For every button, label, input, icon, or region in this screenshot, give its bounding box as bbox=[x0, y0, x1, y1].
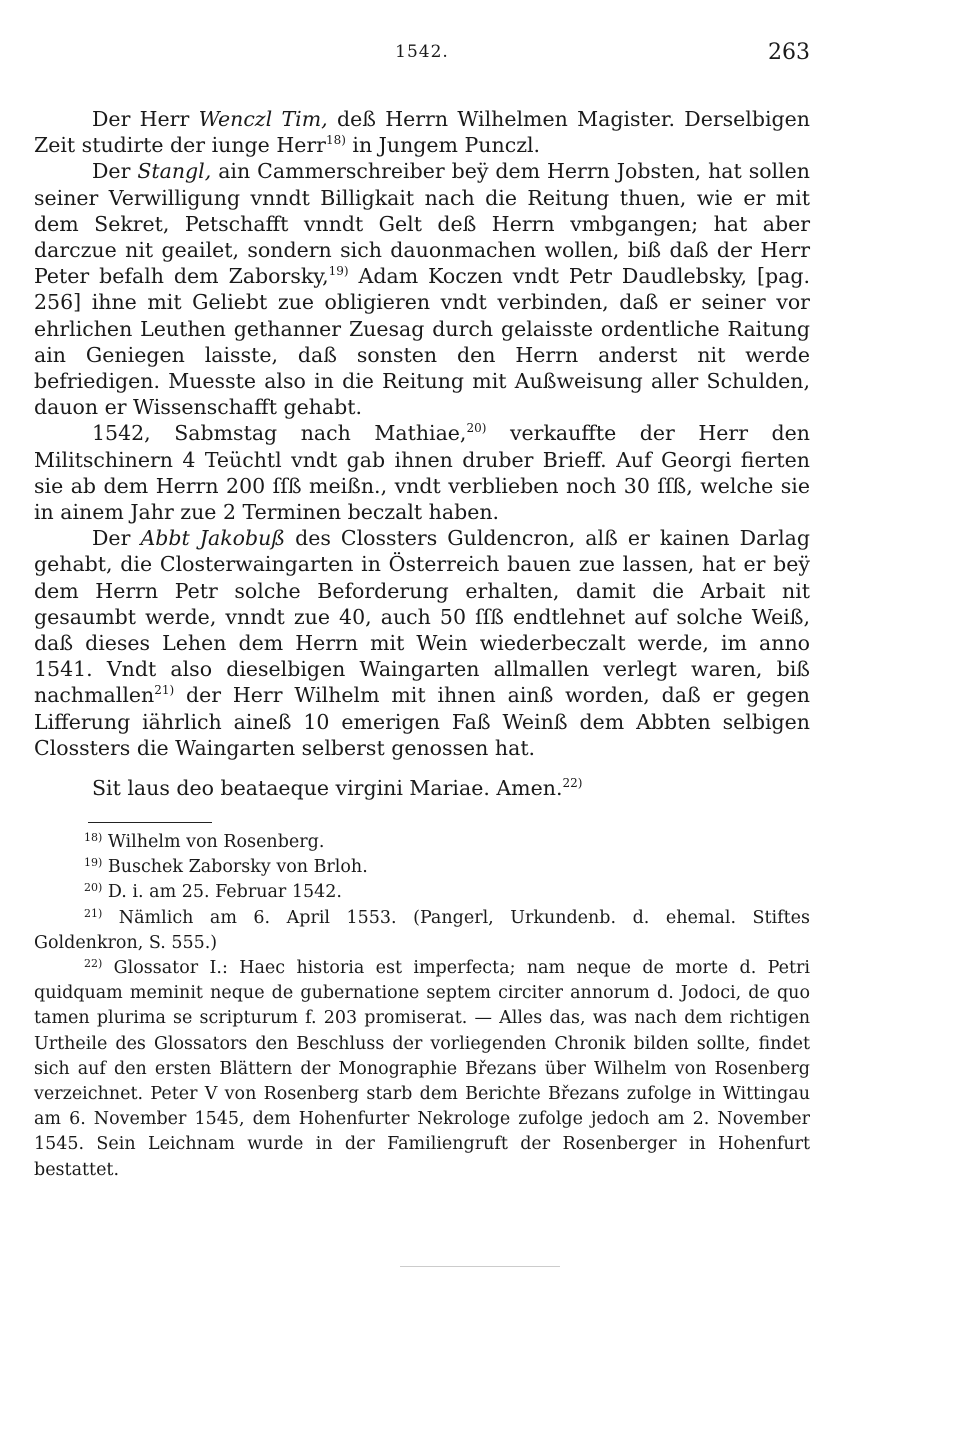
closing-line bbox=[34, 775, 810, 801]
main-text bbox=[34, 106, 810, 801]
paragraph-stangl bbox=[34, 158, 810, 420]
text: deß Herrn Wilhelmen Magister. Derselbigen Zeit studirte der iunge Herr bbox=[34, 107, 810, 158]
text: Der Herr bbox=[92, 107, 199, 131]
person-name: Abbt Jakobuß bbox=[140, 526, 286, 551]
running-header bbox=[34, 42, 810, 72]
person-name: Wenczl Tim, bbox=[198, 107, 328, 131]
footnote-text: Nämlich am 6. April 1553. (Pangerl, Urkundenb. d. ehemal. Stiftes Goldenkron, S. 555.) bbox=[34, 907, 810, 953]
text: Sit laus deo beataeque virgini Mariae. Amen. bbox=[92, 776, 563, 801]
person-name: Stangl, bbox=[137, 159, 212, 184]
footnote-ref-21: 21) bbox=[154, 683, 175, 698]
footnote-ref-20: 20) bbox=[466, 421, 487, 436]
footnote-text: Glossator I.: Haec historia est imperfecta; nam neque de morte d. Petri quidquam meminit neque de gubernatione septem circiter annorum d. Jodoci, de quo tamen plurima se scripturum f. 203 promiserat. — Alles das, was nach dem richtigen Urtheile des Glossators den Beschluss der vorliegenden Chronik bilden sollte, findet sich auf den ersten Blättern der Monographie Březans über Wilhelm von Rosenberg verzeichnet. Peter V von Rosenberg starb dem Berichte Březans zufolge in Wittingau am 6. November 1545, dem Hohenfurter Nekrologe zufolge jedoch am 2. November 1545. Sein Leichnam wurde in der Familiengruft der Rosenberger in Hohenfurt bestattet. bbox=[34, 958, 810, 1180]
footnote-mark: 20) bbox=[84, 881, 103, 895]
footnote-20 bbox=[34, 880, 810, 905]
footnote-21 bbox=[34, 906, 810, 956]
footnote-mark: 22) bbox=[84, 957, 103, 971]
footnote-19 bbox=[34, 855, 810, 880]
paragraph-wenczl-tim bbox=[34, 106, 810, 158]
footnote-18 bbox=[34, 830, 810, 855]
bottom-line bbox=[400, 1266, 560, 1267]
footnote-ref-19: 19) bbox=[328, 264, 349, 279]
footnote-ref-22: 22) bbox=[562, 776, 583, 791]
text: Der bbox=[92, 159, 138, 184]
paragraph-1542 bbox=[34, 420, 810, 525]
footnote-ref-18: 18) bbox=[325, 133, 346, 148]
text: in Jungem Punczl. bbox=[345, 133, 541, 158]
footnote-text: Wilhelm von Rosenberg. bbox=[107, 832, 325, 852]
page-number: 263 bbox=[768, 40, 810, 65]
paragraph-abbt-jakobuss bbox=[34, 525, 810, 761]
footnote-22 bbox=[34, 956, 810, 1183]
text: 1542, Sabmstag nach Mathiae, bbox=[92, 421, 467, 446]
footnotes bbox=[34, 830, 810, 1183]
header-year: 1542. bbox=[395, 42, 449, 62]
text: verkauffte der Herr den Militschinern 4 Teüchtl vndt gab ihnen druber Brieff. Auf Georgi fierten sie ab dem Herrn 200 ſſß meißn., vndt verblieben noch 30 ſſß, welche sie in ainem Jahr zue 2 Terminen beczalt haben. bbox=[34, 421, 811, 525]
text: der Herr Wilhelm mit ihnen ainß worden, daß er gegen Lifferung iährlich aineß 10 emerigen Faß Weinß dem Abbten selbigen Clossters die Waingarten selberst genossen hat. bbox=[34, 683, 810, 760]
text: ain Cammerschreiber beÿ dem Herrn Jobsten, hat sollen seiner Verwilligung vnndt Billigkait nach die Reitung thuen, wie er mit dem Sekret, Petschafft vnndt Gelt deß Herrn vmbgangen; hat aber darczue nit geailet, sondern sich dauonmachen wollen, biß daß der Herr Peter befalh dem Zaborsky, bbox=[34, 159, 811, 289]
footnote-text: Buschek Zaborsky von Brloh. bbox=[107, 857, 368, 878]
text: Der bbox=[92, 526, 141, 551]
footnote-divider bbox=[88, 822, 212, 823]
footnote-mark: 21) bbox=[84, 906, 103, 920]
footnote-text: D. i. am 25. Februar 1542. bbox=[107, 882, 342, 903]
footnote-mark: 18) bbox=[84, 831, 103, 844]
text: Adam Koczen vndt Petr Daudlebsky, [pag. 256] ihne mit Geliebt zue obligieren vndt verbinden, daß er seiner vor ehrlichen Leuthen gethanner Zuesag durch gelaisste ordentliche Raitung ain Geniegen laisste, daß sonsten den Herrn anderst nit werde befriedigen. Muesste also in die Reitung mit Außweisung aller Schulden, dauon er Wissenschafft gehabt. bbox=[34, 264, 810, 420]
footnote-mark: 19) bbox=[84, 856, 103, 870]
text: des Clossters Guldencron, alß er kainen Darlag gehabt, die Closterwaingarten in Österreich bauen zue lassen, hat er beÿ dem Herrn Petr solche Beforderung erhalten, damit die Arbait nit gesaumbt werde, vnndt zue 40, auch 50 ſſß endtlehnet auf solche Weiß, daß dieses Lehen dem Herrn mit Wein wiederbeczalt werde, im anno 1541. Vndt also dieselbigen Waingarten allmallen verlegt waren, biß nachmallen bbox=[34, 526, 810, 708]
